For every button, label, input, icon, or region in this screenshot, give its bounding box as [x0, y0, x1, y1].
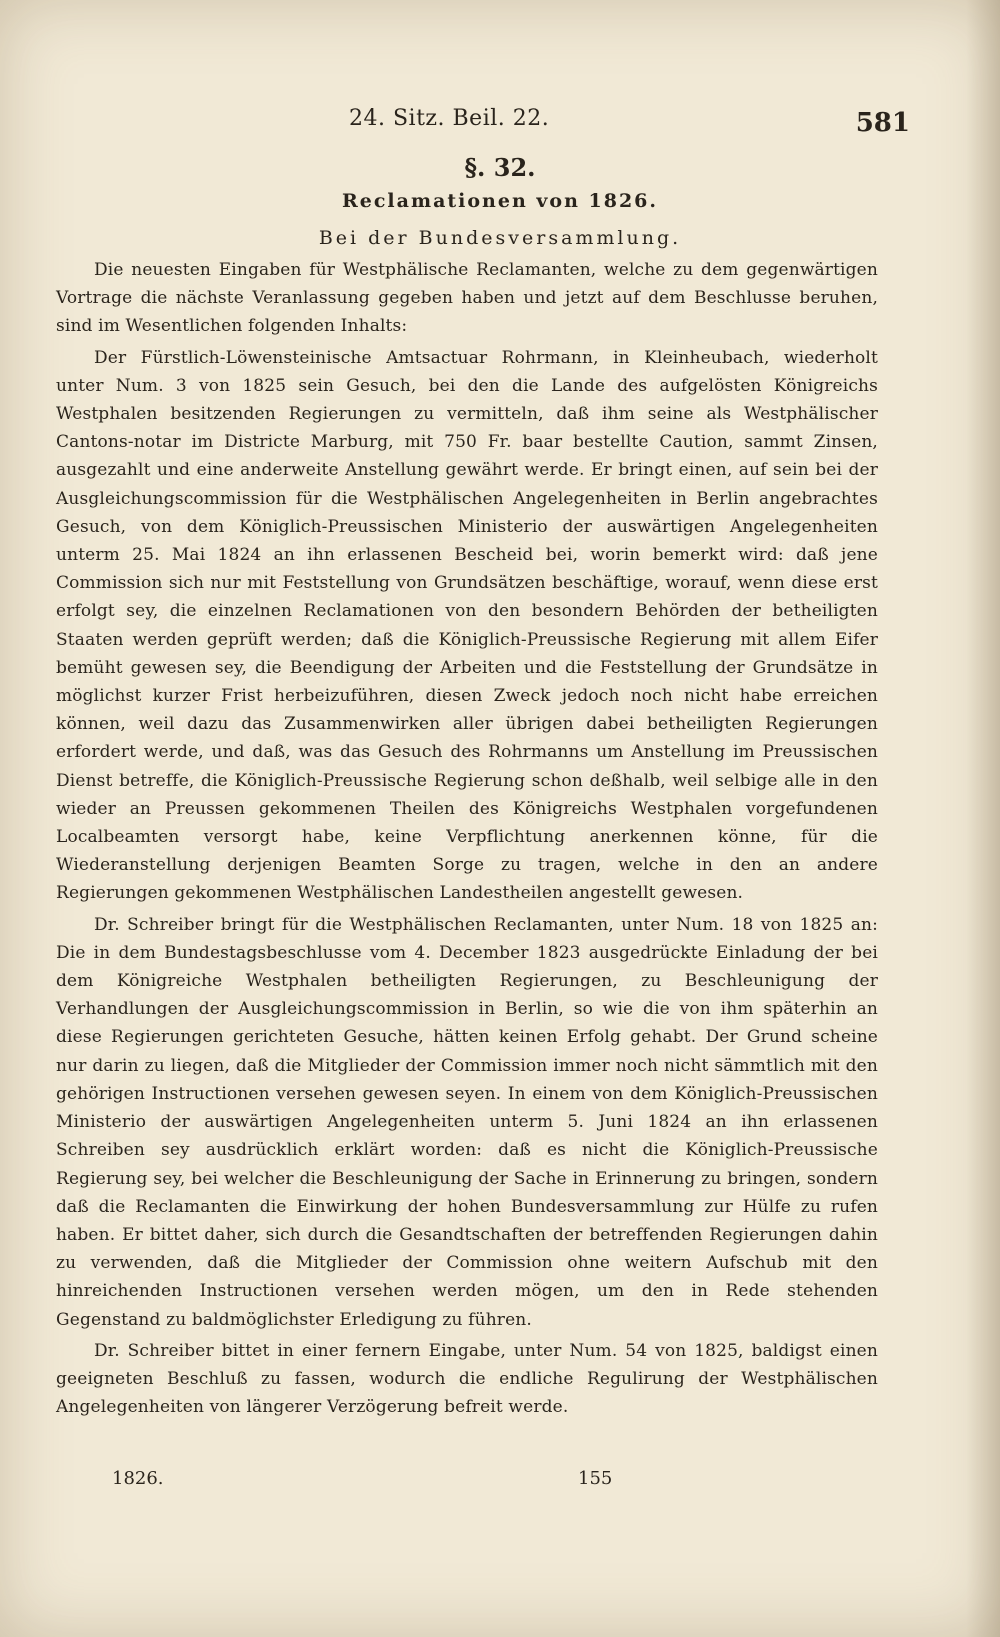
paragraph: Dr. Schreiber bringt für die Westphälischen Reclamanten, unter Num. 18 von 1825 an: Die in dem Bundestagsbeschlusse vom 4. December 1823 ausgedrückte Einladung der bei dem Königreiche Westphalen betheiligten Regierungen, zu Beschleunigung der Verhandlungen der Ausgleichungscommission in Berlin, so wie die von ihm späterhin an diese Regierungen gerichteten Gesuche, hätten keinen Erfolg gehabt. Der Grund scheine nur darin zu liegen, daß die Mitglieder der Commission immer noch nicht sämmtlich mit den gehörigen Instructionen versehen gewesen seyen. In einem von dem Königlich-Preussischen Ministerio der auswärtigen Angelegenheiten unterm 5. Juni 1824 an ihn erlassenen Schreiben sey ausdrücklich erklärt worden: daß es nicht die Königlich-Preussische Regierung sey, bei welcher die Beschleunigung der Sache in Erinnerung zu bringen, sondern daß die Reclamanten die Einwirkung der hohen Bundesversammlung zur Hülfe zu rufen haben. Er bittet daher, sich durch die Gesandtschaften der betreffenden Regierungen dahin zu verwenden, daß die Mitglieder der Commission ohne weitern Aufschub mit den hinreichenden Instructionen versehen werden mögen, um den in Rede stehenden Gegenstand zu baldmöglichster Erledigung zu führen.	[56, 914, 878, 1330]
section-title: Reclamationen von 1826.	[341, 190, 659, 212]
paragraph: Der Fürstlich-Löwensteinische Amtsactuar Rohrmann, in Kleinheubach, wiederholt unter Num. 3 von 1825 sein Gesuch, bei den die Lande des aufgelösten Königreichs Westphalen besitzenden Regierungen zu vermitteln, daß ihm seine als Westphälischer Cantons-notar im Districte Marburg, mit 750 Fr. baar bestellte Caution, sammt Zinsen, ausgezahlt und eine anderweite Anstellung gewährt werde. Er bringt einen, auf sein bei der Ausgleichungscommission für die Westphälischen Angelegenheiten in Berlin angebrachtes Gesuch, von dem Königlich-Preussischen Ministerio der auswärtigen Angelegenheiten unterm 25. Mai 1824 an ihn erlassenen Bescheid bei, worin bemerkt wird: daß jene Commission sich nur mit Feststellung von Grundsätzen beschäftige, worauf, wenn diese erst erfolgt sey, die einzelnen Reclamationen von den besondern Behörden der betheiligten Staaten werden geprüft werden; daß die Königlich-Preussische Regierung mit allem Eifer bemüht gewesen sey, die Beendigung der Arbeiten und die Feststellung der Grundsätze in möglichst kurzer Frist herbeizuführen, diesen Zweck jedoch noch nicht habe erreichen können, weil dazu das Zusammenwirken aller übrigen dabei betheiligten Regierungen erfordert werde, und daß, was das Gesuch des Rohrmanns um Anstellung im Preussischen Dienst betreffe, die Königlich-Preussische Regierung schon deßhalb, weil selbige alle in den wieder an Preussen gekommenen Theilen des Königreichs Westphalen vorgefundenen Localbeamten versorgt habe, keine Verpflichtung anerkennen könne, für die Wiederanstellung derjenigen Beamten Sorge zu tragen, welche in den an andere Regierungen gekommenen Westphälischen Landestheilen angestellt gewesen.	[56, 347, 878, 904]
body-text	[56, 256, 878, 1424]
running-head: 24. Sitz. Beil. 22.	[349, 106, 550, 131]
paragraph: Dr. Schreiber bittet in einer fernern Eingabe, unter Num. 54 von 1825, baldigst einen geeigneten Beschluß zu fassen, wodurch die endliche Regulirung der Westphälischen Angelegenheiten von längerer Verzögerung befreit werde.	[56, 1340, 878, 1418]
section-subtitle: Bei der Bundesversammlung.	[318, 227, 682, 249]
footer-year: 1826.	[112, 1468, 164, 1489]
page-number: 581	[855, 108, 910, 138]
footer-sheet-number: 155	[578, 1468, 613, 1489]
paragraph: Die neuesten Eingaben für Westphälische Reclamanten, welche zu dem gegenwärtigen Vortrage die nächste Veranlassung gegeben haben und jetzt auf dem Beschlusse beruhen, sind im Wesentlichen folgenden Inhalts:	[56, 260, 878, 337]
section-number: §. 32.	[464, 153, 536, 182]
